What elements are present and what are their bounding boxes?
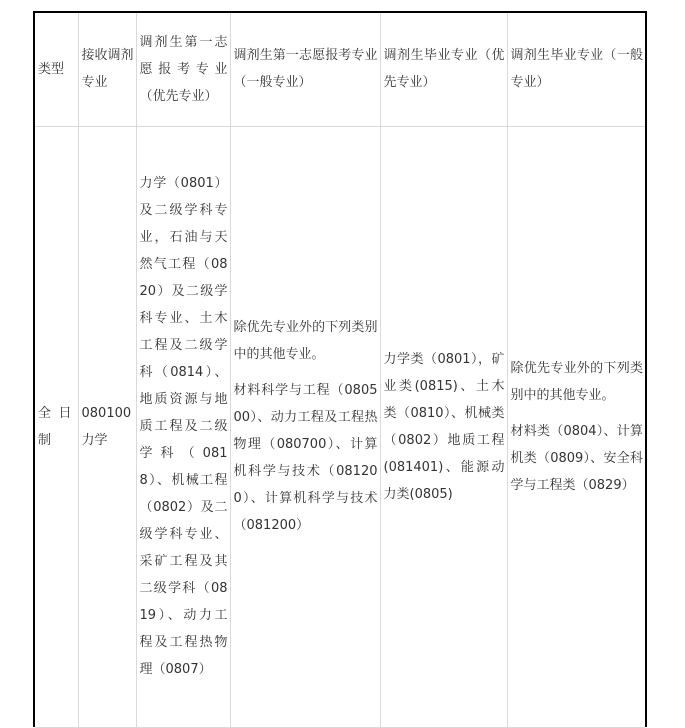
grad-major-general-intro: 除优先专业外的下列类别中的其他专业。: [510, 360, 643, 403]
first-choice-general-list: 材料科学与工程（080500）、动力工程及工程热物理（080700）、计算机科学与技术（081200）、计算机科学与技术（081200）: [233, 383, 378, 533]
adjustment-table: [35, 13, 645, 728]
cell-first-choice-priority: 力学（0801）及二级学科专业，石油与天然气工程（0820）及二级学科专业、土木工程及二级学科（0814）、地质资源与地质工程及二级学科（0818）、机械工程（0802）及二级学科专业、采矿工程及其二级学科（0819）、动力工程及工程热物理（0807）: [136, 126, 230, 727]
cell-grad-major-priority: 力学类（0801），矿业类(0815)、土木类（0810）、机械类（0802）地质工程(081401)、能源动力类(0805): [380, 126, 507, 727]
header-first-choice-priority: 调剂生第一志愿报考专业（优先专业）: [136, 13, 230, 126]
grad-major-general-list: 材料类（0804）、计算机类（0809）、安全科学与工程类（0829）: [510, 423, 643, 493]
cell-major: 080100力学: [78, 126, 136, 727]
cell-first-choice-general: [230, 126, 380, 727]
first-choice-general-intro: 除优先专业外的下列类别中的其他专业。: [233, 320, 378, 362]
header-grad-major-general: 调剂生毕业专业（一般专业）: [507, 13, 645, 126]
header-first-choice-general: 调剂生第一志愿报考专业（一般专业）: [230, 13, 380, 126]
cell-type: 全日制: [35, 126, 78, 727]
header-grad-major-priority: 调剂生毕业专业（优先专业）: [380, 13, 507, 126]
header-type: 类型: [35, 13, 78, 126]
header-major: 接收调剂专业: [78, 13, 136, 126]
cell-grad-major-general: [507, 126, 645, 727]
table-header-row: [35, 13, 645, 126]
table-row: [35, 126, 645, 727]
